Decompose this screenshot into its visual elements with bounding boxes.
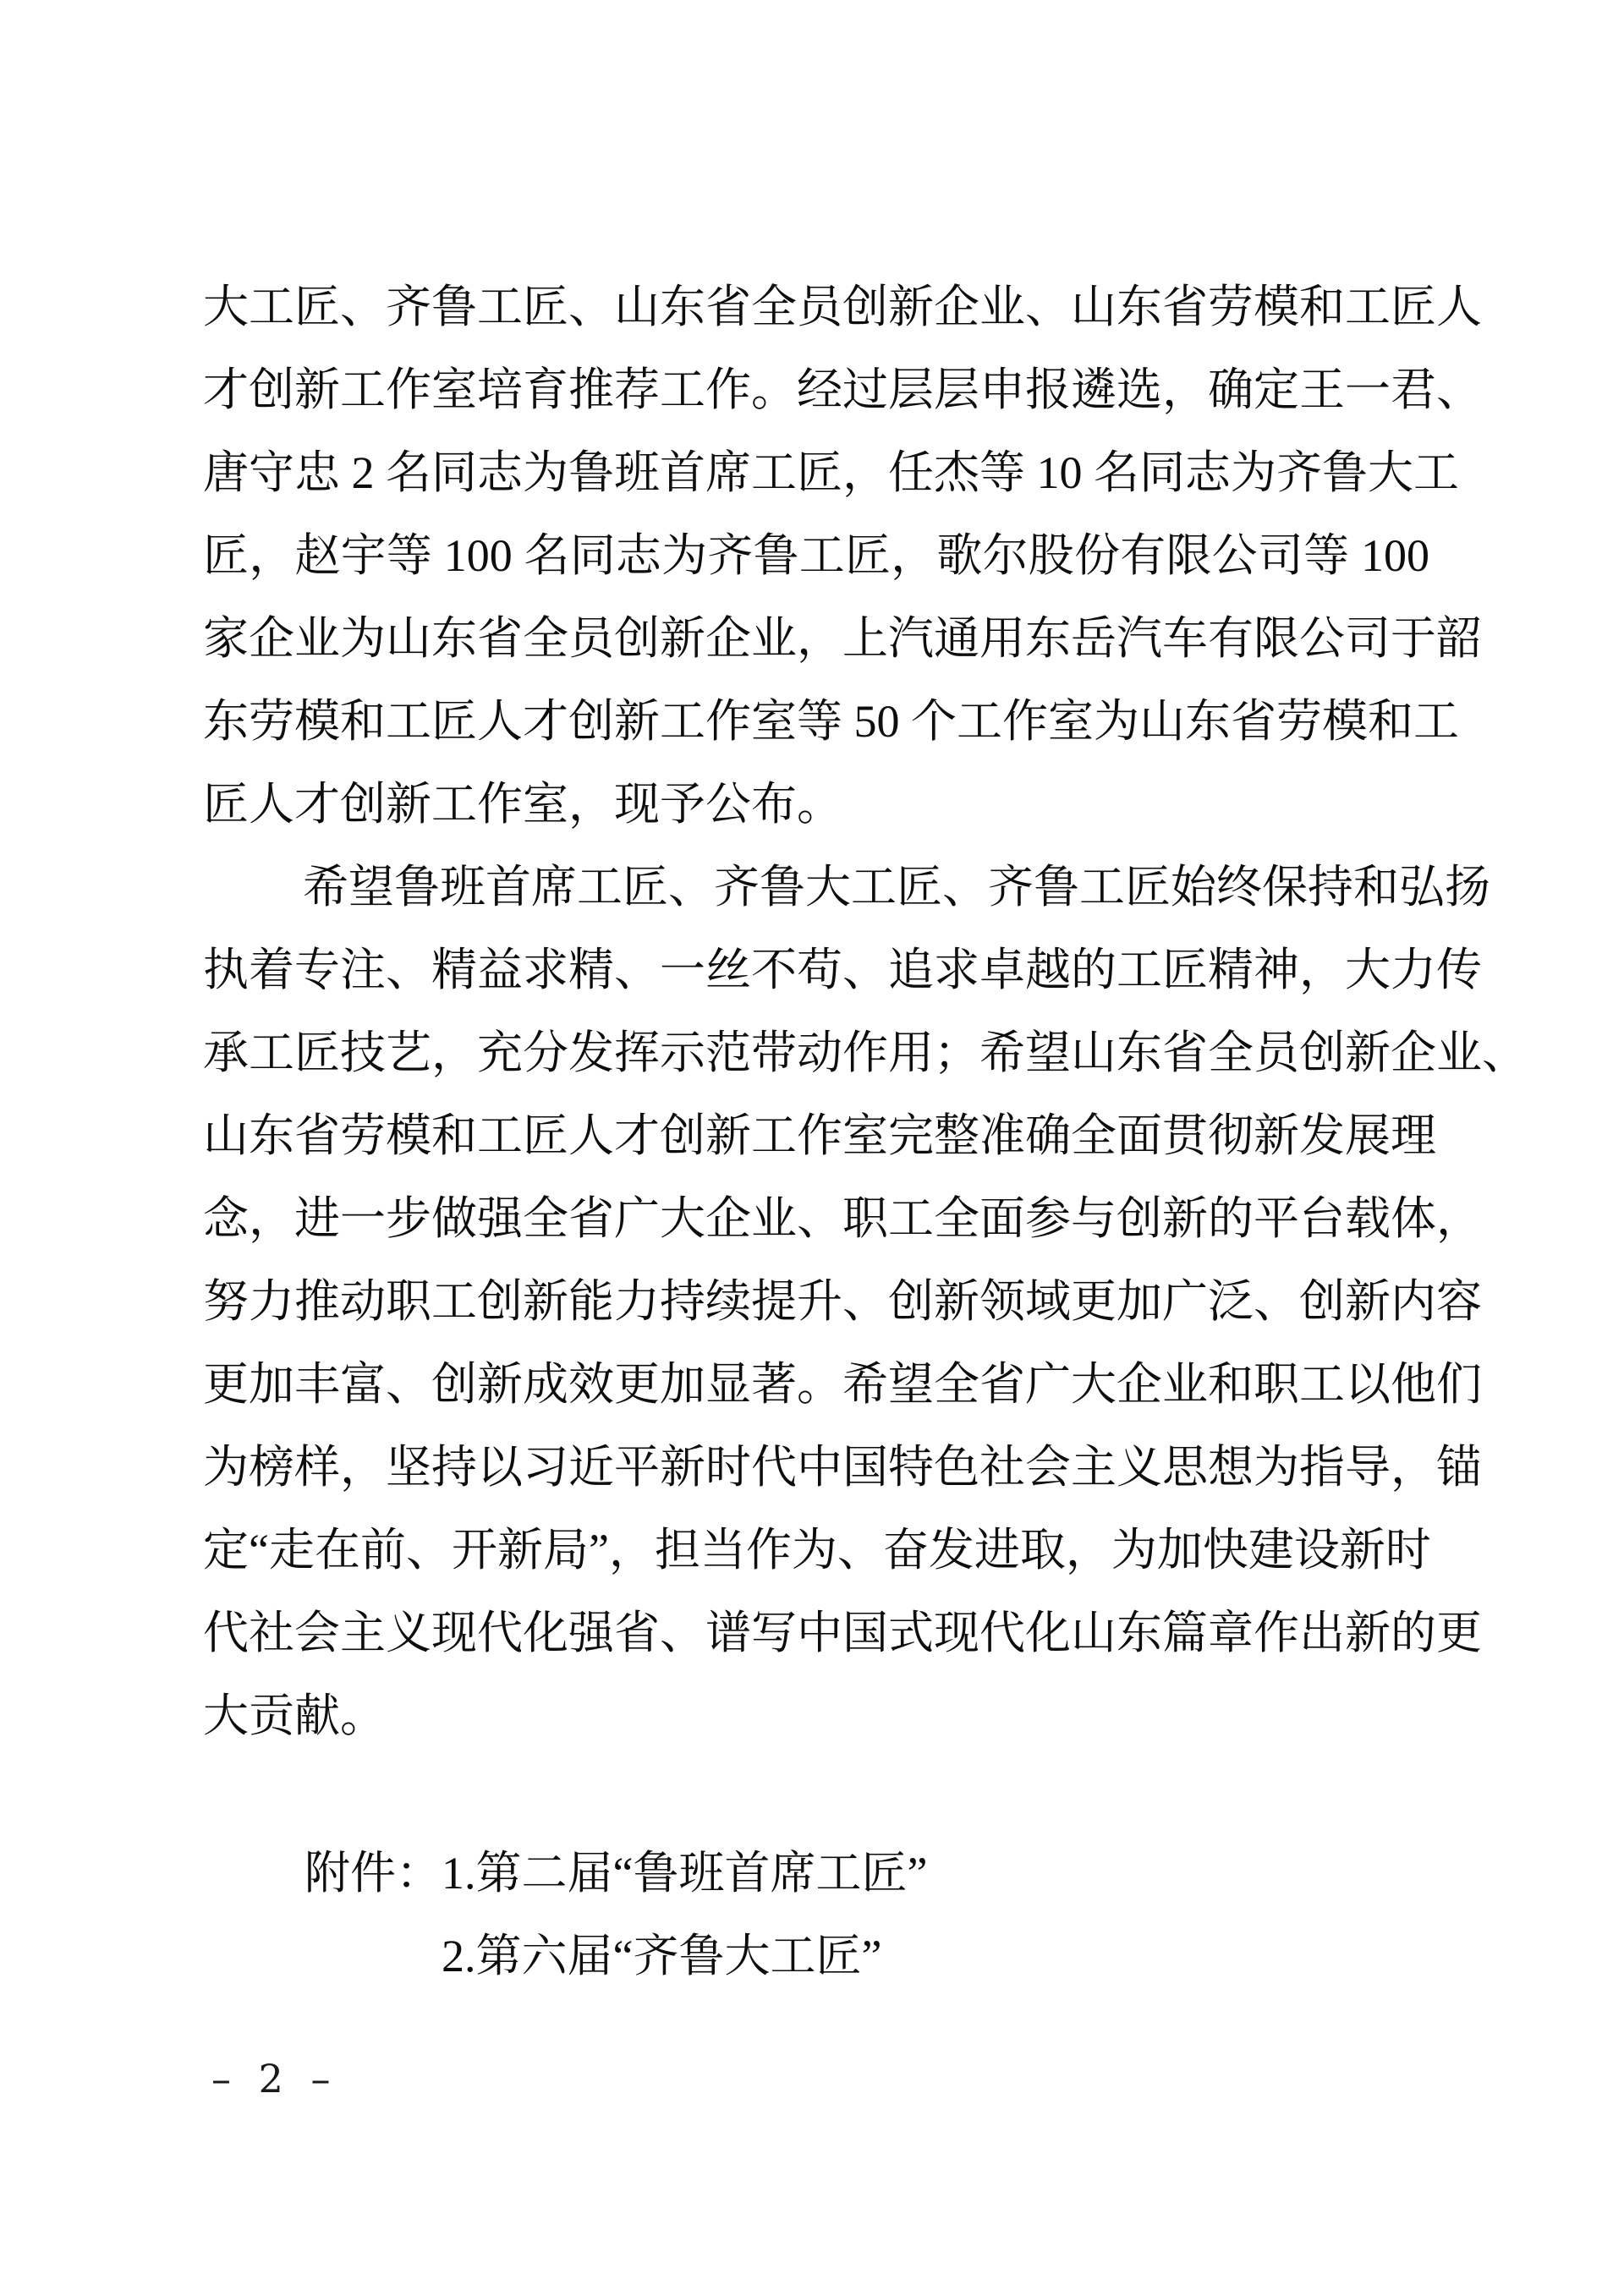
body-line-14: 更加丰富、创新成效更加显著。希望全省广大企业和职工以他们 (203, 1359, 1482, 1410)
body-line-8: 希望鲁班首席工匠、齐鲁大工匠、齐鲁工匠始终保持和弘扬 (303, 862, 1490, 912)
body-line-13: 努力推动职工创新能力持续提升、创新领域更加广泛、创新内容 (203, 1276, 1482, 1327)
body-line-17: 代社会主义现代化强省、谱写中国式现代化山东篇章作出新的更 (203, 1608, 1482, 1658)
body-line-18: 大贡献。 (203, 1690, 386, 1741)
body-line-1: 大工匠、齐鲁工匠、山东省全员创新企业、山东省劳模和工匠人 (203, 282, 1482, 332)
page-number: – 2 – (211, 2056, 338, 2101)
body-line-12: 念，进一步做强全省广大企业、职工全面参与创新的平台载体， (203, 1193, 1482, 1244)
body-line-15: 为榜样，坚持以习近平新时代中国特色社会主义思想为指导，锚 (203, 1442, 1482, 1493)
body-line-3: 唐守忠 2 名同志为鲁班首席工匠，任杰等 10 名同志为齐鲁大工 (203, 447, 1459, 498)
body-line-16: 定“走在前、开新局”，担当作为、奋发进取，为加快建设新时 (203, 1525, 1431, 1575)
document-body (203, 266, 1528, 1997)
body-line-4: 匠，赵宇等 100 名同志为齐鲁工匠，歌尔股份有限公司等 100 (203, 530, 1429, 581)
body-line-11: 山东省劳模和工匠人才创新工作室完整准确全面贯彻新发展理 (203, 1110, 1436, 1161)
attachment-spacer (203, 1757, 1429, 1832)
body-line-10: 承工匠技艺，充分发挥示范带动作用；希望山东省全员创新企业、 (203, 1027, 1528, 1078)
body-line-9: 执着专注、精益求精、一丝不苟、追求卓越的工匠精神，大力传 (203, 945, 1482, 995)
body-line-5: 家企业为山东省全员创新企业，上汽通用东岳汽车有限公司于韶 (203, 613, 1482, 664)
attachment-line-2: 2.第六届“齐鲁大工匠” (442, 1931, 882, 1981)
attachment-line-1: 附件：1.第二届“鲁班首席工匠” (304, 1848, 928, 1899)
body-line-2: 才创新工作室培育推荐工作。经过层层申报遴选，确定王一君、 (203, 364, 1482, 415)
body-line-6: 东劳模和工匠人才创新工作室等 50 个工作室为山东省劳模和工 (203, 696, 1459, 747)
body-line-7: 匠人才创新工作室，现予公布。 (203, 779, 842, 830)
